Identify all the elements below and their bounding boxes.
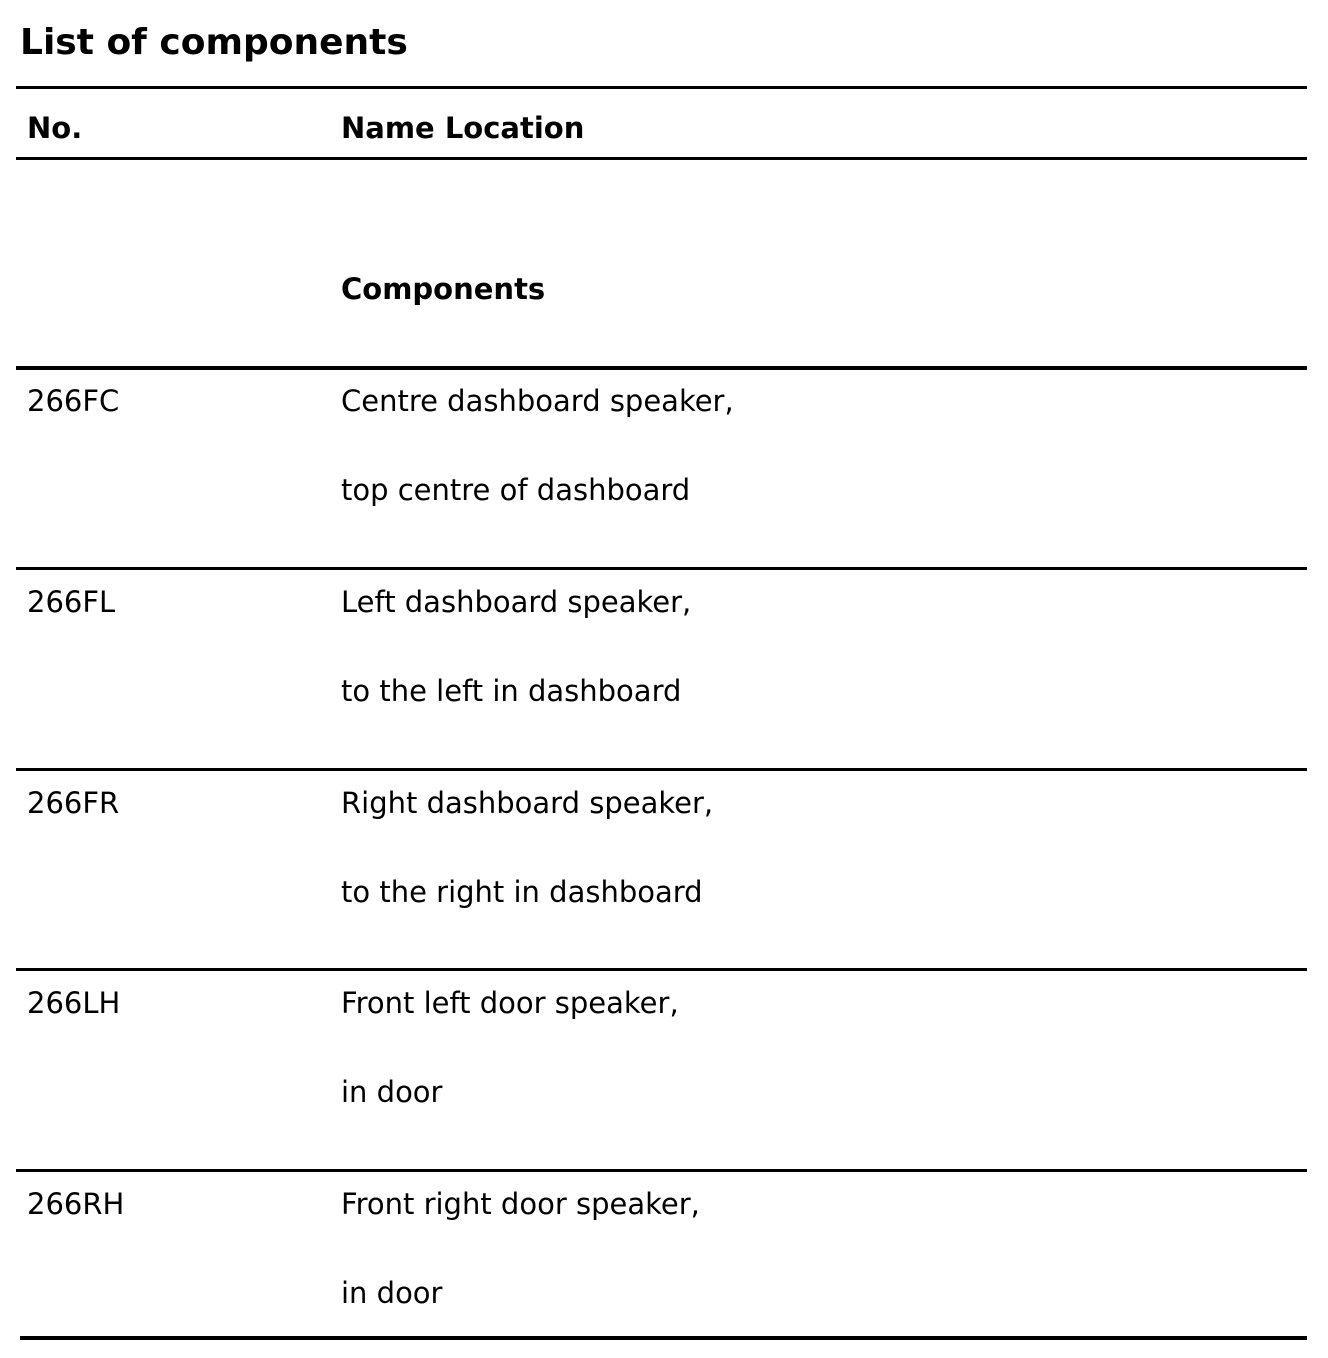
- row-name: Front right door speaker,: [341, 1187, 700, 1221]
- bottom-rule: [20, 1336, 1307, 1340]
- row-name: Left dashboard speaker,: [341, 585, 692, 619]
- row-location: to the right in dashboard: [341, 875, 703, 909]
- row-rule: [16, 1169, 1307, 1172]
- row-number: 266FC: [27, 384, 120, 418]
- row-number: 266RH: [27, 1187, 125, 1221]
- section-heading: Components: [341, 272, 546, 306]
- header-name-location: Name Location: [341, 111, 585, 145]
- row-number: 266LH: [27, 986, 121, 1020]
- header-no: No.: [27, 111, 83, 145]
- section-rule: [16, 366, 1307, 370]
- header-rule: [16, 157, 1307, 160]
- row-location: in door: [341, 1276, 443, 1310]
- row-rule: [16, 768, 1307, 771]
- row-location: to the left in dashboard: [341, 674, 682, 708]
- row-number: 266FL: [27, 585, 116, 619]
- top-rule: [16, 86, 1307, 89]
- row-number: 266FR: [27, 786, 120, 820]
- row-rule: [16, 968, 1307, 971]
- document-title: List of components: [20, 22, 408, 63]
- row-location: in door: [341, 1075, 443, 1109]
- row-name: Right dashboard speaker,: [341, 786, 714, 820]
- row-location: top centre of dashboard: [341, 473, 691, 507]
- row-rule: [16, 567, 1307, 570]
- row-name: Centre dashboard speaker,: [341, 384, 734, 418]
- row-name: Front left door speaker,: [341, 986, 679, 1020]
